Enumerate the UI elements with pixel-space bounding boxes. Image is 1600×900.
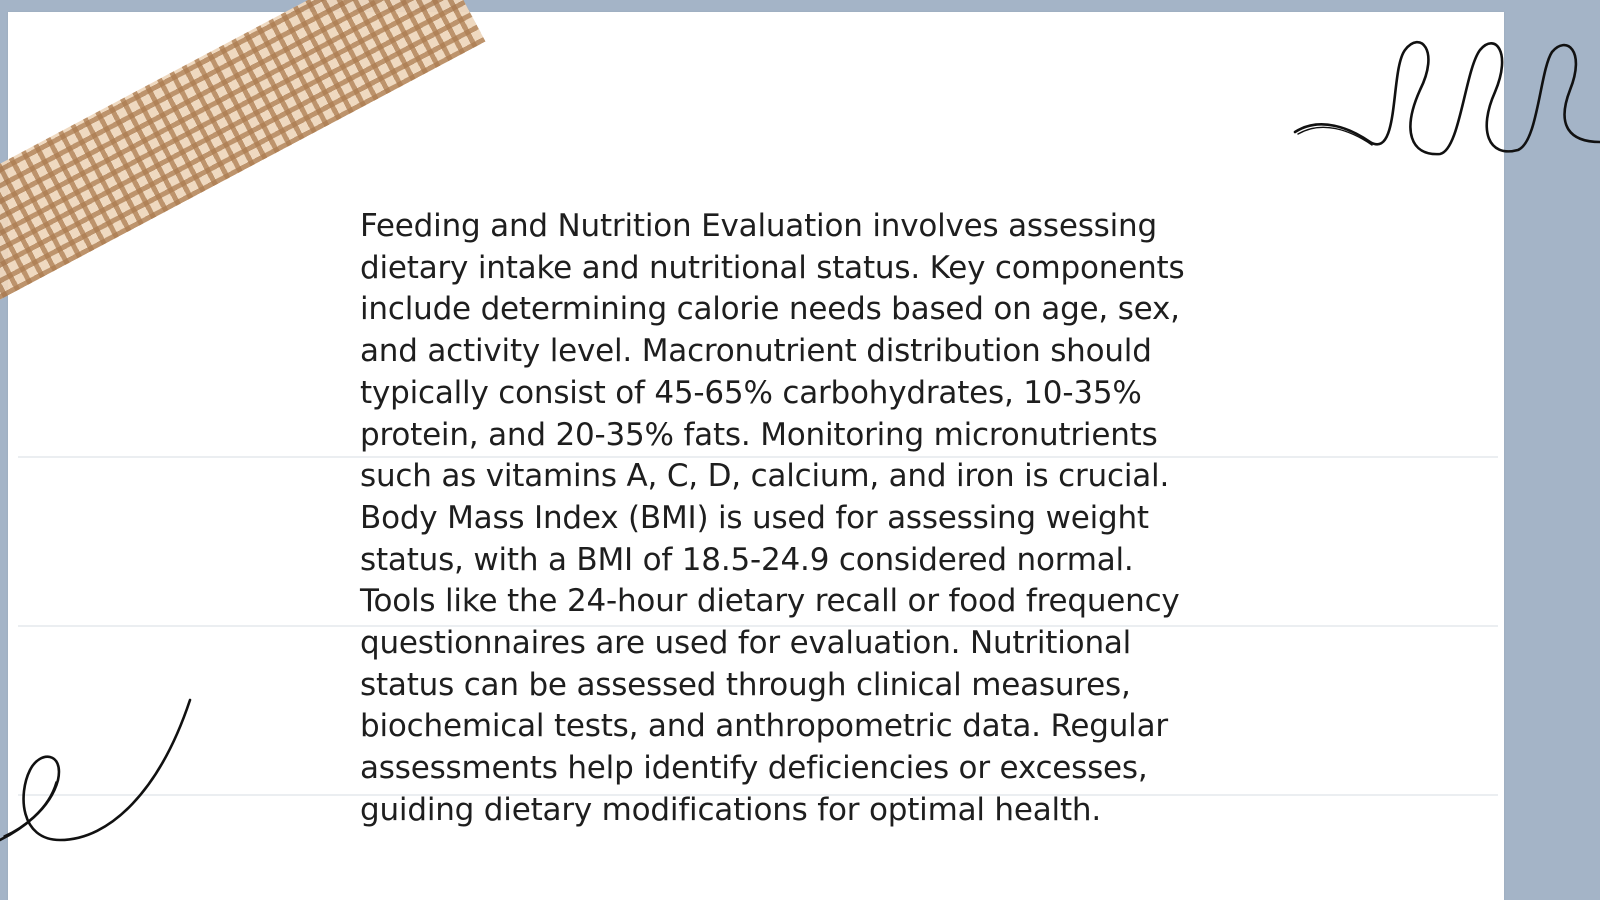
text-line: guiding dietary modifications for optimal health. (360, 791, 1102, 828)
text-line: Body Mass Index (BMI) is used for assessing weight (360, 499, 1149, 536)
text-line: dietary intake and nutritional status. Key components (360, 249, 1185, 286)
text-line: status, with a BMI of 18.5-24.9 considered normal. (360, 541, 1134, 578)
text-line: typically consist of 45-65% carbohydrates, 10-35% (360, 374, 1142, 411)
body-text (360, 206, 1260, 832)
text-line: and activity level. Macronutrient distribution should (360, 333, 1152, 370)
text-line: status can be assessed through clinical measures, (360, 666, 1131, 703)
text-line: Feeding and Nutrition Evaluation involves assessing (360, 208, 1157, 244)
loop-doodle-top-right (1290, 30, 1600, 170)
text-line: Tools like the 24-hour dietary recall or food frequency (360, 583, 1180, 620)
text-line: assessments help identify deficiencies or excesses, (360, 750, 1148, 787)
text-line: such as vitamins A, C, D, calcium, and iron is crucial. (360, 458, 1170, 495)
text-line: questionnaires are used for evaluation. Nutritional (360, 625, 1132, 662)
text-line: protein, and 20-35% fats. Monitoring micronutrients (360, 416, 1158, 453)
loop-doodle-bottom-left (0, 690, 200, 850)
text-line: biochemical tests, and anthropometric data. Regular (360, 708, 1168, 745)
text-line: include determining calorie needs based on age, sex, (360, 291, 1180, 328)
